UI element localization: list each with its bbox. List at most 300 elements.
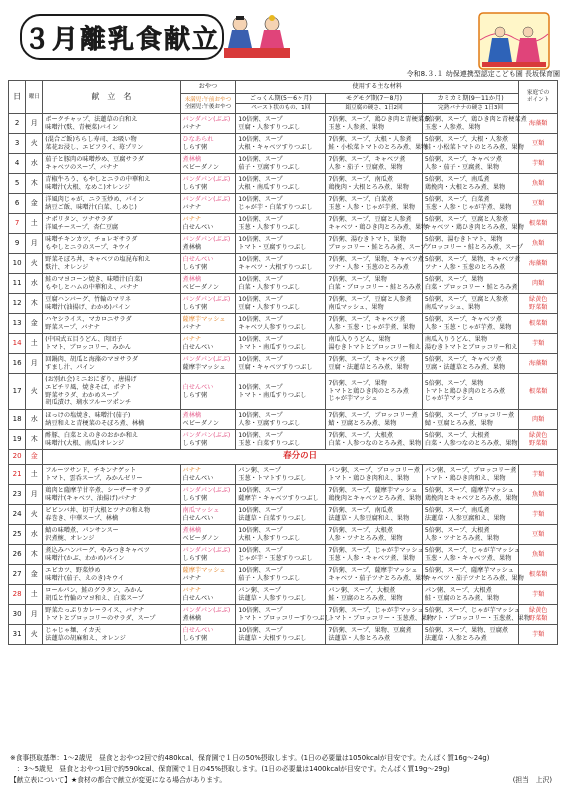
point-cell <box>519 374 558 410</box>
snack-am: パンダパン(ぶぶ) <box>182 295 231 303</box>
menu-cell <box>43 154 180 174</box>
day-cell: 28 <box>9 585 26 605</box>
snack-am: 白せんべい <box>182 626 214 634</box>
snack-am: パンダパン(ぶぶ) <box>182 606 231 614</box>
menu-line: 鮭のマヨコーン焼き、味噌汁(白菜) <box>45 275 143 283</box>
day-cell: 6 <box>9 194 26 214</box>
menu-line: 味噌汁(キャベツ、油揚げ)バナナ <box>45 494 137 502</box>
menu-cell <box>43 605 180 625</box>
table-row <box>9 485 558 505</box>
menu-line: フルーツサンド、チキンナゲット <box>45 466 137 474</box>
stage2-cell <box>326 374 422 410</box>
weekday-cell: 木 <box>26 174 43 194</box>
stage1-cell <box>236 605 331 625</box>
col-stage2: モグモグ期(7〜8月) <box>326 94 422 104</box>
page-title: ３月離乳食献立 <box>23 24 220 55</box>
menu-line: 煮込みハンバーグ、やみつきキャベツ <box>45 546 150 554</box>
stage2-line: 7倍粥、スープ、薩摩芋マッシュ <box>328 486 418 494</box>
snack-cell <box>180 505 236 525</box>
snack-am: パンダパン(ぶぶ) <box>182 546 231 554</box>
menu-cell <box>43 294 180 314</box>
stage3-line: じゃが芋マッシュ <box>424 395 474 403</box>
point-cell <box>519 314 558 334</box>
menu-line: ハヤシライス、マカロニサラダ <box>45 315 132 323</box>
stage3-line: トマト・ブロッコリー・玉葱煮、果物 <box>424 614 530 622</box>
menu-cell <box>43 214 180 234</box>
menu-cell <box>43 274 180 294</box>
snack-sub-am: 未満児:午前おやつ <box>184 96 232 103</box>
stage3-line: 湯むきトマトとブロッコリー和え <box>424 343 518 351</box>
stage2-cell <box>326 525 422 545</box>
table-row <box>9 174 558 194</box>
stage2-line: ブロッコリー・鮭とろみ煮、スープ <box>328 243 427 251</box>
snack-pm: しらす粥 <box>182 391 208 399</box>
menu-line: 野菜たっぷりカレーライス、バナナ <box>45 606 145 614</box>
point-line: 魚類 <box>531 550 545 558</box>
table-row <box>9 354 558 374</box>
stage3-line: 5倍粥、スープ、豆腐と人参煮 <box>424 215 509 223</box>
day-cell: 19 <box>9 430 26 450</box>
menu-line: 納豆和えと青梗菜のそぼろ煮、林檎 <box>45 419 145 427</box>
stage2-line: 鯖・豆腐とろみ煮、果物 <box>328 419 397 427</box>
stage1-cell <box>236 154 326 174</box>
day-cell: 30 <box>9 605 26 625</box>
stage1-line: 法蓮草・大根すりつぶし <box>238 634 307 642</box>
snack-pm: 白せんべい <box>182 474 214 482</box>
menu-table <box>8 80 558 645</box>
snack-am: 白せんべい <box>182 383 214 391</box>
menu-line: 青椒牛ろう、もやしとニラの中華和え <box>45 175 151 183</box>
col-point <box>519 81 558 114</box>
point-cell <box>519 194 558 214</box>
stage3-cell <box>422 374 519 410</box>
point-cell <box>519 525 558 545</box>
stage3-line: 5倍粥、スープ、キャベツ煮 <box>424 315 502 323</box>
day-cell: 27 <box>9 565 26 585</box>
stage3-line: ブロッコリー・鮭とろみ煮、スープ <box>424 243 524 251</box>
snack-am: パンダパン(ぶぶ) <box>182 355 231 363</box>
snack-pm: しらす粥 <box>182 303 208 311</box>
point-line: 肉類 <box>531 279 545 287</box>
stage1-line: 人参・豆腐すりつぶし <box>238 419 301 427</box>
stage2-line: 7倍粥、スープ、豆腐と人参煮 <box>328 215 412 223</box>
menu-line: トマト、雲呑スープ、みかんゼリー <box>45 474 143 482</box>
menu-line: エビカツ、野菜炒め <box>45 566 101 574</box>
stage2-line: 南瓜入りうどん、果物 <box>328 335 391 343</box>
point-cell <box>519 334 558 354</box>
table-row <box>9 334 558 354</box>
menu-cell <box>43 174 180 194</box>
table-row <box>9 505 558 525</box>
menu-line: 味噌汁(茄子、えのき)キウイ <box>45 574 125 582</box>
col-snack: おやつ <box>180 81 236 94</box>
stage1-line: パン粥、スープ <box>238 586 281 594</box>
stage1-cell <box>236 585 326 605</box>
stage2-line: 7倍粥、スープ、ブロッコリー煮 <box>328 411 418 419</box>
stage2-line: 7倍粥、スープ、キャベツ煮 <box>328 155 406 163</box>
snack-am: パンダパン(ぶぶ) <box>182 115 231 123</box>
snack-pm: ベビーダノン <box>182 283 219 291</box>
stage2-line: 鶏挽肉とキャベツとろみ煮、果物 <box>328 494 422 502</box>
stage1-line: 10倍粥、スープ <box>238 175 283 183</box>
stage2-cell <box>326 430 422 450</box>
snack-am: パンダパン(ぶぶ) <box>182 195 231 203</box>
weekday-cell: 火 <box>26 134 43 154</box>
stage2-line: 7倍粥、スープ、じゃが芋マッシュ <box>328 606 424 614</box>
point-line: 海藻類 <box>528 119 548 127</box>
stage3-line: ツナ・人参・玉葱のとろみ煮 <box>424 263 506 271</box>
point-line: 根菜類 <box>528 387 548 395</box>
weekday-cell: 水 <box>26 410 43 430</box>
stage2-line: じゃが芋マッシュ <box>328 395 378 403</box>
day-cell: 21 <box>9 465 26 485</box>
menu-cell <box>43 525 180 545</box>
menu-line: 味噌汁(大根、なめこ)オレンジ <box>45 183 131 191</box>
day-cell: 12 <box>9 294 26 314</box>
stage3-cell <box>422 465 519 485</box>
stage2-cell <box>326 214 428 234</box>
stage3-line: 5倍粥、スープ、キャベツ煮 <box>424 155 502 163</box>
weekday-cell: 金 <box>26 565 43 585</box>
stage3-line: 5倍粥、湯むきトマト、果物 <box>424 235 503 243</box>
stage1-cell <box>236 505 326 525</box>
col-menu: 献 立 名 <box>43 81 180 114</box>
stage1-cell <box>236 134 326 154</box>
stage3-cell <box>422 254 519 274</box>
stage3-line: 南瓜入りうどん、果物 <box>424 335 488 343</box>
stage2-line: 7倍粥、スープ、キャベツ煮 <box>328 315 406 323</box>
col-stage3: カミカミ期(9〜11か月) <box>422 94 519 104</box>
snack-am: パンダパン(ぶぶ) <box>182 431 231 439</box>
menu-line: ロールパン、鮭のグラタン、みかん <box>45 586 143 594</box>
stage2-cell <box>326 465 422 485</box>
stage2-cell <box>326 354 422 374</box>
menu-line: もやしとハムの中華和え、バナナ <box>45 283 139 291</box>
table-row <box>9 114 558 134</box>
stage1-line: 10倍粥、スープ <box>238 526 283 534</box>
stage3-line: 法蓮草・人参豆腐和え、果物 <box>424 514 506 522</box>
stage2-cell <box>326 234 427 254</box>
day-cell: 3 <box>9 134 26 154</box>
stage2-line: 玉葱・人参・じゃが芋煮、果物 <box>328 203 415 211</box>
snack-am: 白せんべい <box>182 255 214 263</box>
snack-cell <box>180 410 236 430</box>
menu-cell <box>43 314 180 334</box>
day-cell: 5 <box>9 174 26 194</box>
menu-cell <box>43 625 180 645</box>
point-cell <box>519 485 558 505</box>
stage3-cell <box>422 314 519 334</box>
table-row <box>9 410 558 430</box>
snack-am: バナナ <box>182 586 202 594</box>
stage2-line: 7倍粥、スープ、果物、キャベツ煮 <box>328 255 424 263</box>
weekday-cell: 月 <box>26 485 43 505</box>
stage1-line: 10倍粥、スープ <box>238 235 283 243</box>
menu-line: ほっけの塩焼き、味噌汁(茄子) <box>45 411 131 419</box>
snack-pm: しらす粥 <box>182 263 208 271</box>
day-cell: 26 <box>9 545 26 565</box>
point-line: 豆類 <box>531 530 545 538</box>
table-row <box>9 585 558 605</box>
holiday-name: 春分の日 <box>43 450 558 465</box>
table-row <box>9 274 558 294</box>
stage3-line: 鯖・豆腐とろみ煮、果物 <box>424 419 493 427</box>
weekday-cell: 水 <box>26 525 43 545</box>
snack-pm: バナナ <box>182 203 202 211</box>
weekday-cell: 火 <box>26 254 43 274</box>
author-sign: (担当 上沢) <box>512 776 552 784</box>
stage3-cell <box>422 565 524 585</box>
stage1-line: 大根・人参すりつぶし <box>238 534 301 542</box>
stage2-cell <box>326 254 422 274</box>
stage2-line: 玉葱・人参・キャベツ煮、果物 <box>328 554 415 562</box>
stage1-line: キャベツ人参すりつぶし <box>238 323 307 331</box>
stage2-line: 7倍粥、スープ、大根煮 <box>328 526 394 534</box>
stage2-line: 玉葱・人参煮、果物 <box>328 123 385 131</box>
menu-cell <box>43 114 180 134</box>
snack-cell <box>180 314 236 334</box>
menu-cell <box>43 585 180 605</box>
menu-line: 沢煮椀、オレンジ <box>45 534 95 542</box>
day-cell: 14 <box>9 334 26 354</box>
point-line: 根菜類 <box>528 219 548 227</box>
stage1-cell <box>236 254 326 274</box>
menu-line: 春巻き、中華スープ、林檎 <box>45 514 119 522</box>
menu-line: 洋風肉じゃが、ニラ玉炒め、パイン <box>45 195 145 203</box>
stage3-line: 南瓜マッシュ、果物 <box>424 303 481 311</box>
stage3-line: キャベツ・茄子ツナとろみ煮、果物 <box>424 574 524 582</box>
menu-line: 豆腐ハンバーグ、竹輪のマリネ <box>45 295 132 303</box>
menu-line: ビビンバ丼、切干大根とツナの和え物 <box>45 506 151 514</box>
stage2-line: 法蓮草・人参とろみ煮 <box>328 634 391 642</box>
weekday-cell: 金 <box>26 450 43 465</box>
point-line: 緑黄色 <box>528 606 548 614</box>
point-cell <box>519 234 558 254</box>
weekday-cell: 月 <box>26 234 43 254</box>
table-row <box>9 294 558 314</box>
stage3-line: 5倍粥、スープ、薩摩芋マッシュ <box>424 486 514 494</box>
menu-line: (お別れ会)ミニおにぎり、唐揚げ <box>45 376 137 384</box>
stage1-cell <box>236 545 326 565</box>
point-line: 野菜類 <box>528 439 548 447</box>
point-cell <box>519 465 558 485</box>
snack-cell <box>180 154 236 174</box>
point-line: 根菜類 <box>528 570 548 578</box>
snack-pm: ベビーダノン <box>182 534 219 542</box>
date-text: 令和8.３.１ <box>406 70 444 78</box>
snack-cell <box>180 294 236 314</box>
stage1-line: 薩摩芋・キャベツすりつぶし <box>238 494 319 502</box>
weekday-cell: 金 <box>26 194 43 214</box>
stage2-cell <box>326 174 422 194</box>
table-body <box>9 114 558 645</box>
stage3-line: 鶏挽肉・大根とろみ煮、果物 <box>424 183 506 191</box>
menu-line: 茄子と豚肉の味噌炒め、豆腐サラダ <box>45 155 144 163</box>
weekday-cell: 火 <box>26 374 43 410</box>
snack-cell <box>180 605 236 625</box>
stage1-line: 10倍粥、スープ <box>238 115 283 123</box>
stage1-line: 10倍粥、スープ <box>238 275 283 283</box>
stage3-cell <box>422 174 519 194</box>
stage1-cell <box>236 525 326 545</box>
stage3-cell <box>422 294 519 314</box>
snack-pm: ベビーダノン <box>182 419 219 427</box>
col-weekday: 曜日 <box>26 81 43 114</box>
stage1-line: 10倍粥、スープ <box>238 411 283 419</box>
stage2-line: 鶏挽肉・大根とろみ煮、果物 <box>328 183 409 191</box>
stage2-cell <box>326 605 434 625</box>
menu-line: トマトとブロッコリーのサラダ、スープ <box>45 614 156 622</box>
table-row <box>9 465 558 485</box>
snack-pm: しらす粥 <box>182 183 208 191</box>
snack-pm: バナナ <box>182 123 202 131</box>
stage3-line: 5倍粥、スープ、果物、豆腐煮 <box>424 626 509 634</box>
stage3-line: 白菜・人参つなのとろみ煮、果物 <box>424 439 518 447</box>
snack-am: 煮林檎 <box>182 526 202 534</box>
weekday-cell: 火 <box>26 505 43 525</box>
stage1-cell <box>236 485 326 505</box>
stage2-line: パン粥、スープ、大根煮 <box>328 586 396 594</box>
snack-am: パンダパン(ぶぶ) <box>182 175 231 183</box>
menu-cell <box>43 254 180 274</box>
table-row <box>9 374 558 410</box>
menu-line: 回鍋肉、胡瓜と海藻のマヨサラダ <box>45 355 139 363</box>
stage2-line: パン粥、スープ、ブロッコリー煮 <box>328 466 420 474</box>
stage3-line: 人参・ツナとろみ煮、果物 <box>424 534 500 542</box>
day-cell: 23 <box>9 485 26 505</box>
stage2-line: 7倍粥、湯むきトマト、果物 <box>328 235 406 243</box>
day-cell: 20 <box>9 450 26 465</box>
menu-line: 味噌チキンカツ、チョレギサラダ <box>45 235 138 243</box>
table-row <box>9 545 558 565</box>
point-cell <box>519 274 558 294</box>
stage1-line: 10倍粥、スープ <box>238 295 283 303</box>
menu-line: 味噌汁(大根、南瓜)オレンジ <box>45 439 125 447</box>
point-line: 魚類 <box>531 179 545 187</box>
stage3-cell <box>422 354 519 374</box>
stage1-line: 10倍粥、スープ <box>238 335 283 343</box>
stage1-line: 大根・キャベツすりつぶし <box>238 143 313 151</box>
menu-line: 味噌汁(油揚げ、わかめ)パイン <box>45 303 131 311</box>
snack-pm: しらす粥 <box>182 554 208 562</box>
menu-line: ナポリタン、ツナサラダ <box>45 215 113 223</box>
point-line: 海藻類 <box>528 259 548 267</box>
menu-line: 洋風チースープ、杏仁豆腐 <box>45 223 119 231</box>
stage1-line: 10倍粥、スープ <box>238 486 283 494</box>
snack-pm: しらす粥 <box>182 494 208 502</box>
stage2-line: ツナ・人参・玉葱のとろみ煮 <box>328 263 409 271</box>
stage2-line: 7倍粥、スープ、果物 <box>328 380 387 388</box>
stage1-line: トマト・南瓜すりつぶし <box>238 343 307 351</box>
stage1-line: じゃが芋・玉葱すりつぶし <box>238 554 313 562</box>
point-line: 肉類 <box>531 415 545 423</box>
stage2-line: 7倍粥、スープ、薩摩芋マッシュ <box>328 566 418 574</box>
stage2-cell <box>326 505 422 525</box>
stage3-line: 人参・玉葱・じゃが芋煮、果物 <box>424 323 512 331</box>
stage1-line: 豆腐・人参すりつぶし <box>238 303 301 311</box>
stage2-line: 人参・玉葱・じゃが芋煮、果物 <box>328 323 415 331</box>
point-cell <box>519 174 558 194</box>
day-cell: 17 <box>9 374 26 410</box>
snack-cell <box>180 134 236 154</box>
snack-am: 煮林檎 <box>182 275 202 283</box>
stage1-cell <box>236 625 326 645</box>
header-meta <box>345 69 560 79</box>
weekday-cell: 土 <box>26 334 43 354</box>
col-stage2-sub: 絹豆腐の硬さ、1日2回 <box>326 104 422 114</box>
stage3-cell <box>422 430 519 450</box>
menu-line: じゃじゃ麺、イカ天 <box>45 626 101 634</box>
menu-line: 納豆ご飯、味噌汁(白菜、しめじ) <box>45 203 137 211</box>
stage2-cell <box>326 154 422 174</box>
stage1-line: じゃが芋・白菜すりつぶし <box>238 203 313 211</box>
snack-pm: 煮林檎 <box>182 243 202 251</box>
stage1-line: 10倍粥、スープ <box>238 315 283 323</box>
snack-pm: 白せんべい <box>182 514 214 522</box>
stage1-line: 10倍粥、スープ <box>238 155 283 163</box>
table-row <box>9 605 558 625</box>
stage1-cell <box>236 234 326 254</box>
point-cell <box>519 585 558 605</box>
stage1-line: 玉葱・人参すりつぶし <box>238 223 301 231</box>
table-row <box>9 214 558 234</box>
stage1-line: 10倍粥、スープ <box>238 566 283 574</box>
stage1-line: 玉葱・トマトすりつぶし <box>238 474 307 482</box>
table-row <box>9 194 558 214</box>
day-cell: 13 <box>9 314 26 334</box>
stage3-line: 5倍粥、スープ、じゃが芋マッシュ <box>424 606 521 614</box>
stage3-cell <box>422 545 519 565</box>
menu-line: 味噌汁(麩、青梗菜)バイン <box>45 123 119 131</box>
point-cell <box>519 214 558 234</box>
stage1-cell <box>236 174 326 194</box>
stage3-line: 玉葱・人参・じゃが芋煮、果物 <box>424 203 512 211</box>
stage1-line: 10倍粥、スープ <box>238 626 283 634</box>
snack-cell <box>180 525 236 545</box>
stage1-line: 法蓮草・人参すりつぶし <box>238 594 307 602</box>
menu-line: トマト、ブロッコリー、みかん <box>45 343 131 351</box>
point-line: 豆類 <box>531 199 545 207</box>
snack-pm: 白せんべい <box>182 594 214 602</box>
menu-line: 鶏肉と薩摩芋甘辛煮、シーザーサラダ <box>45 486 151 494</box>
stage1-cell <box>236 114 326 134</box>
stage2-line: 白菜・ブロッコリー・鮭とろみ煮 <box>328 283 422 291</box>
col-stage1-sub: ペースト状のもの、1回 <box>236 104 326 114</box>
point-line: 芋類 <box>531 470 545 478</box>
stage2-line: 7倍粥、スープ、じゃが芋マッシュ <box>328 546 424 554</box>
stage2-line: キャベツ・鶏ひき肉とろみ煮、果物 <box>328 223 428 231</box>
stage2-line: 7倍粥、スープ、大根・人参煮 <box>328 135 412 143</box>
point-cell <box>519 134 558 154</box>
col-stage3-sub: 完熟バナナの硬さ 1日3回 <box>422 104 519 114</box>
stage3-line: 5倍粥、スープ、大根煮 <box>424 431 490 439</box>
stage3-line: 白菜・ブロッコリー・鮭とろみ煮 <box>424 283 518 291</box>
stage2-line: 法蓮草・人参豆腐和え、果物 <box>328 514 410 522</box>
stage3-cell <box>422 334 519 354</box>
stage1-line: 大根・南瓜すりつぶし <box>238 183 301 191</box>
stage2-cell <box>326 565 428 585</box>
point-cell <box>519 545 558 565</box>
weekday-cell: 月 <box>26 605 43 625</box>
stage2-line: 南瓜マッシュ、果物 <box>328 303 384 311</box>
stage1-cell <box>236 410 326 430</box>
point-line: 芋類 <box>531 159 545 167</box>
col-snack-sub <box>180 94 236 114</box>
stage3-line: パン粥、スープ、大根煮 <box>424 586 492 594</box>
point-cell <box>519 254 558 274</box>
stage1-cell <box>236 374 326 410</box>
point-line: 緑黄色 <box>528 431 548 439</box>
